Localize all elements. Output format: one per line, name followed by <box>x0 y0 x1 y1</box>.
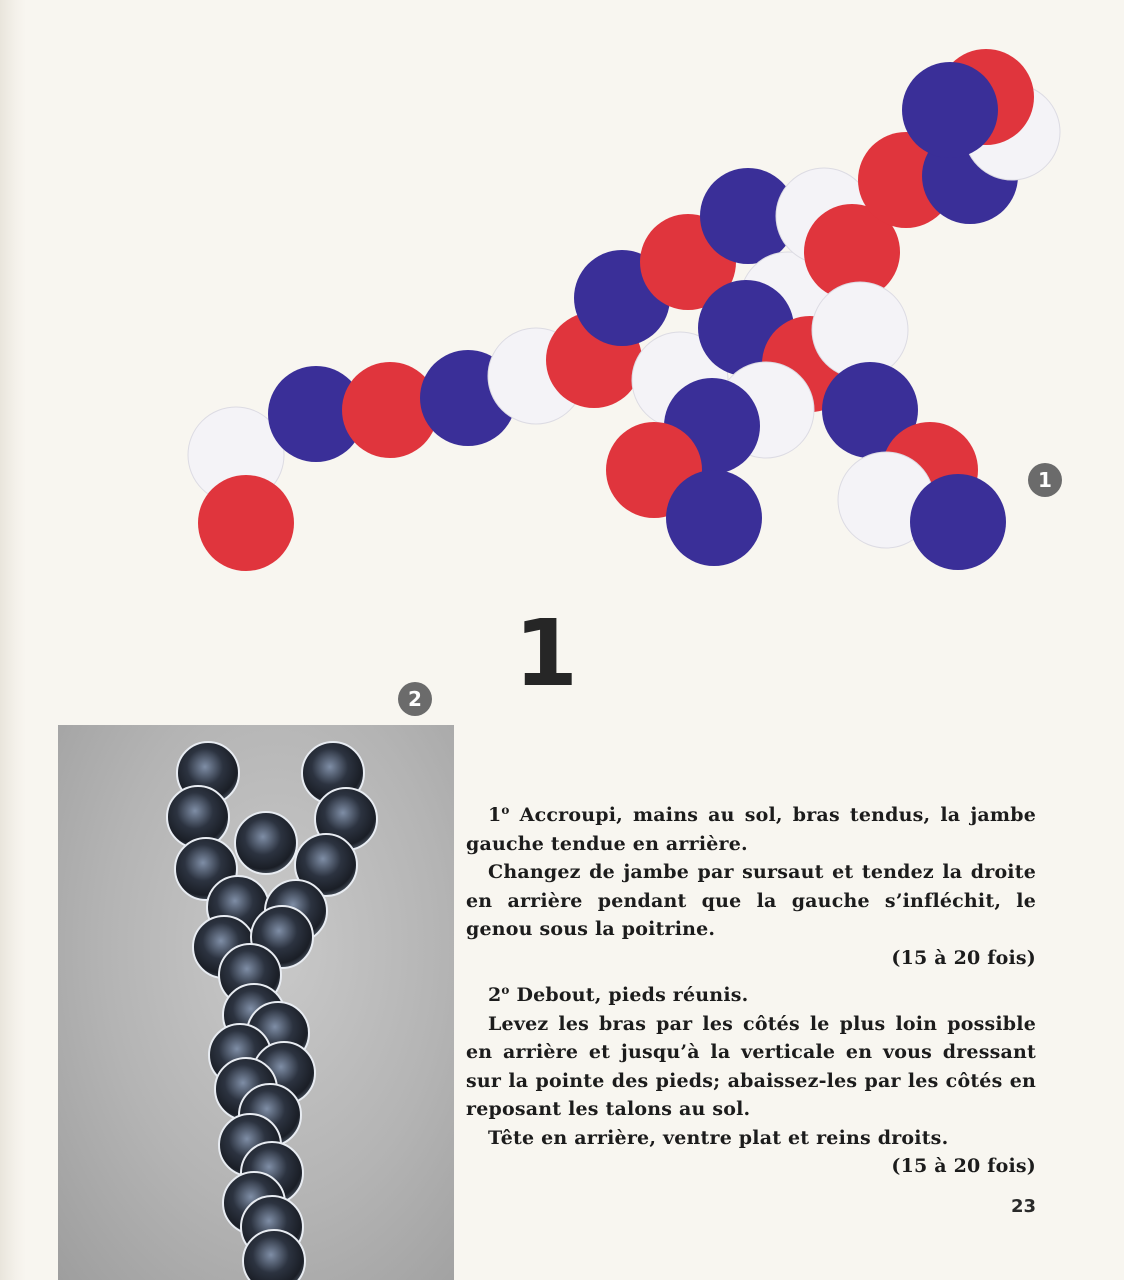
exercise-2-position: Debout, pieds réunis. <box>516 984 749 1006</box>
exercise-2-note: Tête en arrière, ventre plat et reins droits. <box>488 1126 949 1149</box>
paper-disc-27 <box>902 62 998 158</box>
page-number: 23 <box>1010 1196 1036 1217</box>
figure-2-photo <box>58 725 454 1280</box>
paper-disc-30 <box>910 474 1006 570</box>
figure-1-disc-illustration <box>0 0 1124 600</box>
figure-2-metal-discs <box>58 725 454 1280</box>
exercise-2-first-line <box>466 976 1036 1010</box>
exercise-2-number: 2 <box>488 984 502 1006</box>
exercise-text <box>466 796 1036 1185</box>
exercise-1-ordinal: o <box>501 803 510 817</box>
exercise-1-first-line <box>466 796 1036 858</box>
metal-disc-23 <box>243 1230 305 1280</box>
exercise-1-instruction: Changez de jambe par sursaut et tendez la droite en arrière pendant que la gauche s’infléchit, le genou sous la poitrine. <box>466 861 1036 940</box>
exercise-1-repetitions: (15 à 20 fois) <box>891 946 1036 969</box>
section-number: 1 <box>514 600 579 707</box>
exercise-2-ordinal: o <box>501 983 510 997</box>
exercise-2-repetitions: (15 à 20 fois) <box>891 1155 1036 1177</box>
figure-2-badge: 2 <box>398 682 432 716</box>
figure-1-badge: 1 <box>1028 463 1062 497</box>
paper-disc-2 <box>198 475 294 571</box>
metal-disc-6 <box>235 812 297 874</box>
exercise-1-number: 1 <box>488 804 502 826</box>
paper-disc-18 <box>666 470 762 566</box>
exercise-1-position: Accroupi, mains au sol, bras tendus, la jambe gauche tendue en arrière. <box>466 804 1036 855</box>
exercise-2-instruction: Levez les bras par les côtés le plus loin possible en arrière et jusqu’à la verticale en vous dressant sur la pointe des pieds; abaissez-les par les côtés en reposant les talons au sol. <box>466 1012 1036 1120</box>
